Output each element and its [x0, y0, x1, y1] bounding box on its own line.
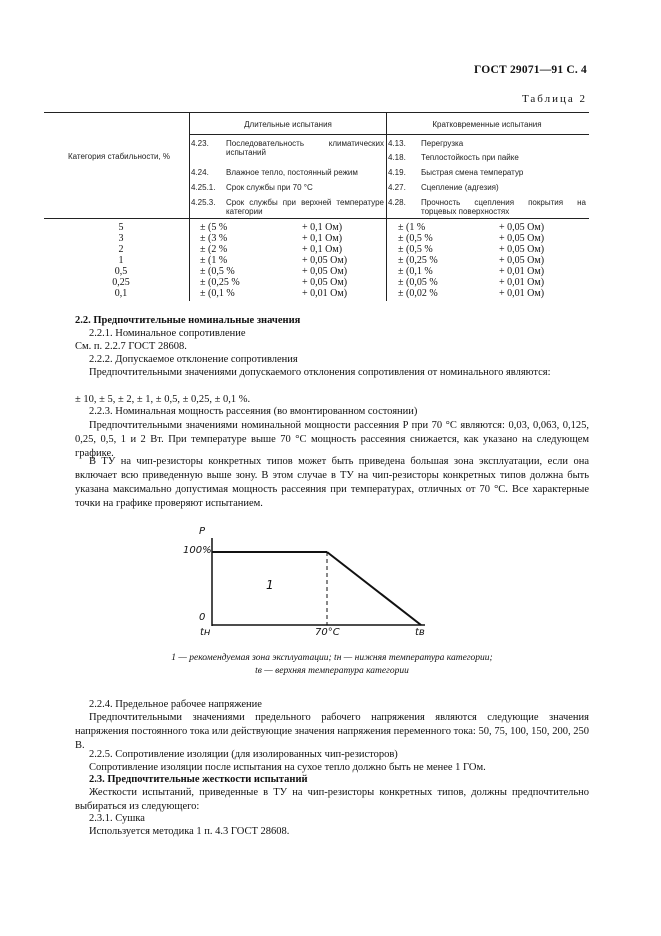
section-2-2-4: 2.2.4. Предельное рабочее напряжение: [89, 699, 262, 710]
short-test-name: Сцепление (адгезия): [421, 183, 499, 192]
cell-short-tolerance: ± (0,1 %: [398, 266, 433, 277]
cell-short-offset: + 0,01 Ом): [499, 277, 545, 288]
long-test-name: Срок службы при верхней температуре категории: [226, 198, 384, 216]
cell-short-offset: + 0,05 Ом): [499, 222, 545, 233]
paragraph-2-2-5: Сопротивление изоляции после испытания на сухое тепло должно быть не менее 1 ГОм.: [89, 762, 486, 773]
cell-short-tolerance: ± (0,5 %: [398, 233, 433, 244]
section-2-2-2: 2.2.2. Допускаемое отклонение сопротивления: [89, 354, 298, 365]
cell-short-offset: + 0,05 Ом): [499, 255, 545, 266]
zone-label: 1: [266, 578, 274, 592]
cell-short-offset: + 0,05 Ом): [499, 244, 545, 255]
short-test-code: 4.19.: [388, 168, 406, 177]
cell-category: 0,25: [112, 277, 130, 288]
cell-long-offset: + 0,05 Ом): [302, 255, 348, 266]
cell-long-tolerance: ± (1 %: [200, 255, 228, 266]
derating-line: [327, 552, 421, 625]
cell-long-offset: + 0,1 Ом): [302, 222, 343, 233]
cell-long-tolerance: ± (5 %: [200, 222, 228, 233]
short-test-name: Прочность сцепления покрытия на торцевых поверхностях: [421, 198, 586, 216]
section-2-2-1-ref: См. п. 2.2.7 ГОСТ 28608.: [75, 341, 187, 352]
cell-long-tolerance: ± (3 %: [200, 233, 228, 244]
cell-long-tolerance: ± (0,1 %: [200, 288, 235, 299]
short-test-code: 4.28.: [388, 198, 406, 207]
short-test-code: 4.13.: [388, 139, 406, 148]
long-test-name: Последовательность климатических испытаний: [226, 139, 384, 157]
col-long-header: Длительные испытания: [244, 120, 332, 129]
col-category-header: Категория стабильности, %: [67, 152, 171, 161]
cell-long-offset: + 0,1 Ом): [302, 233, 343, 244]
cell-category: 0,5: [114, 266, 128, 277]
cell-long-offset: + 0,05 Ом): [302, 266, 348, 277]
cell-category: 1: [118, 255, 124, 266]
y-zero-label: 0: [199, 612, 206, 623]
col-short-header: Кратковременные испытания: [432, 120, 542, 129]
graph-caption-1: 1 — рекомендуемая зона эксплуатации; tн — нижняя температура категории;: [171, 653, 493, 663]
short-test-name: Теплостойкость при пайке: [421, 153, 519, 162]
y-top-label: 100%: [183, 545, 212, 556]
x-low-label: tн: [200, 627, 211, 638]
cell-short-tolerance: ± (0,5 %: [398, 244, 433, 255]
section-2-3-1: 2.3.1. Сушка: [89, 813, 145, 824]
long-test-code: 4.23.: [191, 139, 209, 148]
cell-category: 3: [118, 233, 124, 244]
section-2-2-3: 2.2.3. Номинальная мощность рассеяния (во вмонтированном состоянии): [89, 406, 418, 417]
cell-category: 0,1: [114, 288, 128, 299]
cell-long-tolerance: ± (2 %: [200, 244, 228, 255]
paragraph-2-3: Жесткости испытаний, приведенные в ТУ на чип-резисторы конкретных типов, должны предпочтительно выбираться из следующего:: [75, 787, 589, 812]
cell-short-tolerance: ± (0,05 %: [398, 277, 438, 288]
long-test-name: Срок службы при 70 °С: [226, 183, 313, 192]
paragraph-2-2-3b: В ТУ на чип-резисторы конкретных типов может быть приведена большая зона эксплуатации, если она включает всю приведенную выше зону. В этом случае в ТУ на чип-резисторы конкретных типов должна быть указана максимально допустимая мощность рассеяния при температурах, отличных от 70 °С. Все характерные точки на графике проверяют испытанием.: [75, 456, 589, 509]
cell-long-offset: + 0,01 Ом): [302, 288, 348, 299]
x-mid-label: 70°C: [315, 627, 340, 638]
cell-long-tolerance: ± (0,5 %: [200, 266, 235, 277]
long-test-name: Влажное тепло, постоянный режим: [226, 168, 358, 177]
paragraph-2-3-1: Используется методика 1 п. 4.3 ГОСТ 28608.: [89, 826, 290, 837]
paragraph-2-2-4: Предпочтительными значениями предельного рабочего напряжения являются следующие значения напряжения постоянного тока или действующие значения напряжения переменного тока: 50, 75, 100, 150, 200, 250 В.: [75, 712, 589, 751]
long-test-code: 4.25.1.: [191, 183, 216, 192]
cell-category: 5: [118, 222, 124, 233]
cell-long-tolerance: ± (0,25 %: [200, 277, 240, 288]
cell-short-tolerance: ± (0,02 %: [398, 288, 438, 299]
section-2-3-heading: 2.3. Предпочтительные жесткости испытаний: [89, 774, 308, 785]
cell-long-offset: + 0,1 Ом): [302, 244, 343, 255]
table-caption: Таблица 2: [521, 93, 587, 105]
paragraph-2-2-3: Предпочтительными значениями номинальной мощности рассеяния P при 70 °С являются: 0,03, 0,063, 0,125, 0,25, 0,5, 1 и 2 Вт. При температуре выше 70 °С мощность рассеяния снижается, как указано на следующем графике.: [75, 420, 589, 459]
paragraph-2-2-2-values: ± 10, ± 5, ± 2, ± 1, ± 0,5, ± 0,25, ± 0,1 %.: [75, 394, 251, 405]
cell-short-offset: + 0,01 Ом): [499, 266, 545, 277]
short-test-code: 4.27.: [388, 183, 406, 192]
cell-short-offset: + 0,05 Ом): [499, 233, 545, 244]
cell-category: 2: [118, 244, 124, 255]
short-test-name: Перегрузка: [421, 139, 464, 148]
section-2-2-5: 2.2.5. Сопротивление изоляции (для изолированных чип-резисторов): [89, 749, 398, 760]
section-2-2-heading: 2.2. Предпочтительные номинальные значения: [75, 315, 301, 326]
cell-long-offset: + 0,05 Ом): [302, 277, 348, 288]
x-high-label: tв: [415, 627, 425, 638]
graph-caption-2: tв — верхняя температура категории: [255, 666, 409, 676]
section-2-2-1: 2.2.1. Номинальное сопротивление: [89, 328, 246, 339]
short-test-code: 4.18.: [388, 153, 406, 162]
page-header: ГОСТ 29071—91 С. 4: [474, 64, 587, 76]
y-axis-label: P: [199, 526, 206, 537]
cell-short-offset: + 0,01 Ом): [499, 288, 545, 299]
long-test-code: 4.25.3.: [191, 198, 216, 207]
cell-short-tolerance: ± (1 %: [398, 222, 426, 233]
paragraph-2-2-2: Предпочтительными значениями допускаемого отклонения сопротивления от номинального являются:: [89, 367, 551, 378]
short-test-name: Быстрая смена температур: [421, 168, 524, 177]
long-test-code: 4.24.: [191, 168, 209, 177]
cell-short-tolerance: ± (0,25 %: [398, 255, 438, 266]
